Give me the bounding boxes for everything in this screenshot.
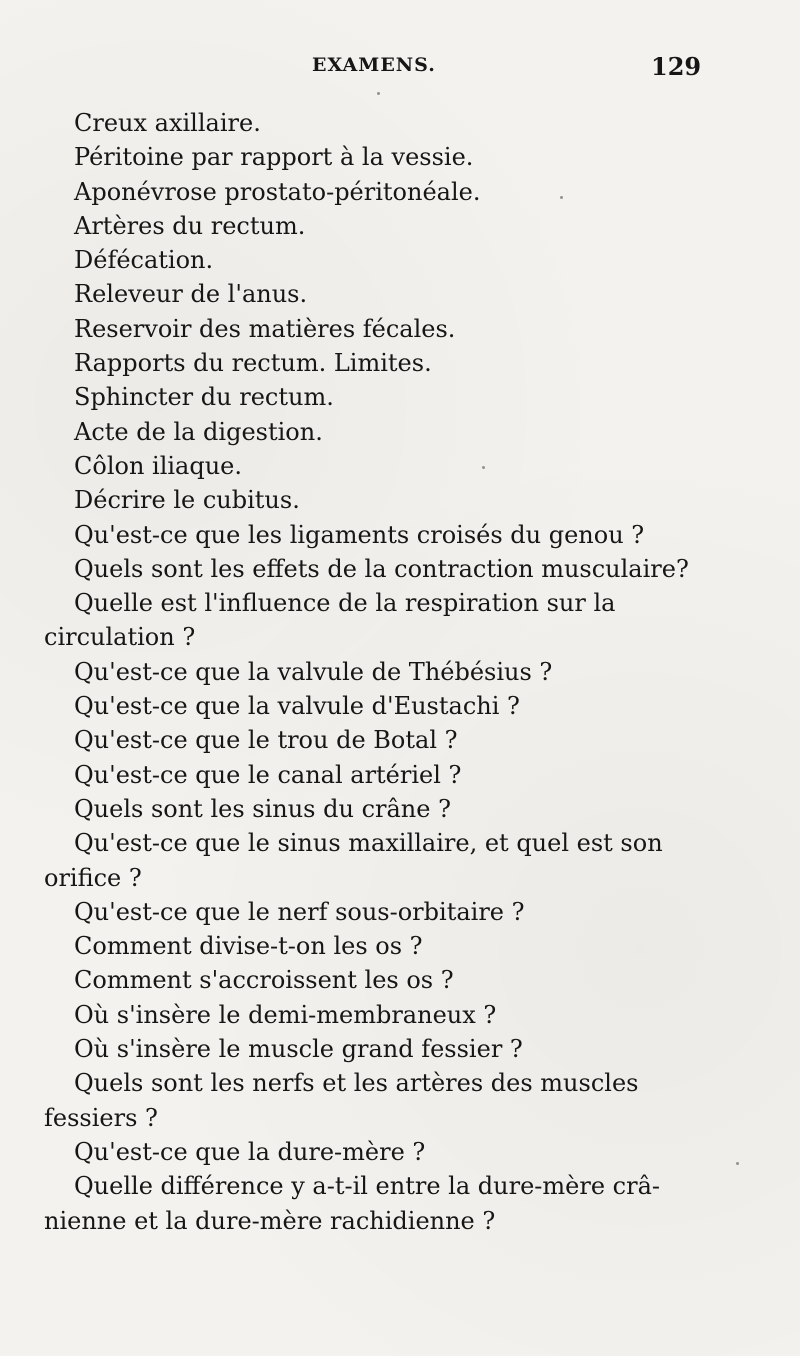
text-line: Quels sont les nerfs et les artères des muscles [74, 1069, 639, 1098]
text-line-continuation: fessiers ? [44, 1103, 158, 1132]
running-title: EXAMENS. [312, 54, 436, 76]
text-line: Creux axillaire. [74, 109, 261, 137]
text-line-continuation: circulation ? [44, 623, 196, 652]
text-line: Qu'est-ce que le trou de Botal ? [74, 726, 458, 755]
text-line: Comment divise-t-on les os ? [74, 932, 423, 961]
paper-speck [560, 196, 563, 199]
text-line: Quelle est l'influence de la respiration sur la [74, 589, 616, 618]
text-line: Qu'est-ce que la dure-mère ? [74, 1137, 426, 1166]
text-line: Défécation. [74, 246, 214, 275]
text-line: Décrire le cubitus. [74, 486, 300, 515]
text-line: Péritoine par rapport à la vessie. [74, 143, 474, 172]
text-line: Reservoir des matières fécales. [74, 314, 456, 343]
paper-speck [736, 1162, 739, 1165]
text-line: Où s'insère le muscle grand fessier ? [74, 1035, 523, 1064]
text-line: Quels sont les sinus du crâne ? [74, 794, 451, 823]
paper-speck [482, 466, 485, 469]
text-line: Quelle différence y a-t-il entre la dure-mère crâ- [74, 1172, 660, 1201]
text-line-continuation: orifice ? [44, 863, 142, 892]
text-line: Qu'est-ce que les ligaments croisés du genou ? [74, 520, 645, 549]
text-line: Qu'est-ce que la valvule de Thébésius ? [74, 657, 553, 686]
text-line: Releveur de l'anus. [74, 280, 308, 309]
text-line: Rapports du rectum. Limites. [74, 349, 432, 378]
text-line: Quels sont les effets de la contraction musculaire? [74, 554, 689, 583]
page-number: 129 [651, 52, 702, 81]
text-line: Qu'est-ce que le nerf sous-orbitaire ? [74, 897, 525, 926]
text-line: Artères du rectum. [74, 211, 306, 240]
text-line-continuation: nienne et la dure-mère rachidienne ? [44, 1206, 496, 1235]
page-header [0, 52, 800, 82]
text-line: Où s'insère le demi-membraneux ? [74, 1000, 497, 1029]
text-line: Qu'est-ce que le sinus maxillaire, et quel est son [74, 829, 663, 858]
text-line: Qu'est-ce que la valvule d'Eustachi ? [74, 692, 520, 721]
text-line: Aponévrose prostato-péritonéale. [74, 177, 481, 206]
question-list [44, 106, 704, 1238]
text-line: Sphincter du rectum. [74, 383, 334, 412]
text-line: Comment s'accroissent les os ? [74, 966, 454, 995]
text-line: Côlon iliaque. [74, 451, 243, 480]
paper-speck [377, 92, 380, 95]
text-line: Qu'est-ce que le canal artériel ? [74, 760, 462, 789]
text-line: Acte de la digestion. [74, 417, 323, 446]
